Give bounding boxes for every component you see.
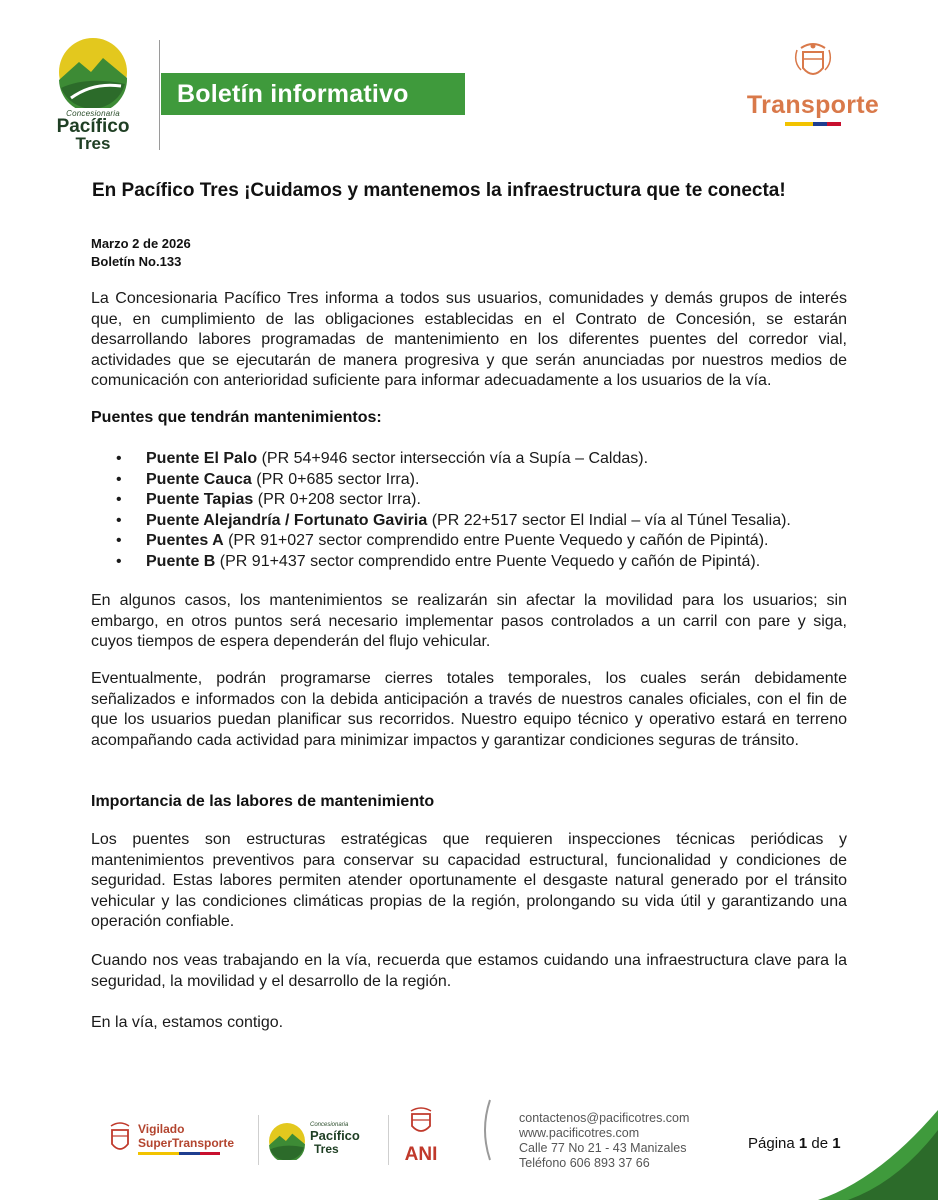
logo-caption: Concesionaria <box>66 109 120 118</box>
closing-line: En la vía, estamos contigo. <box>91 1014 284 1031</box>
ani-label: ANI <box>404 1144 438 1165</box>
document-meta <box>91 235 191 271</box>
importance-heading: Importancia de las labores de mantenimiento <box>91 793 435 810</box>
intro-paragraph: La Concesionaria Pacífico Tres informa a todos sus usuarios, comunidades y demás grupos de interés que, en cumplimiento de las obligaciones establecidas en el Contrato de Concesión, se estarán desarrollando labores programadas de mantenimiento en los diferentes puentes del corredor vial, actividades que se ejecutarán de manera progresiva y que serán anunciadas por nuestros medios de comunicación con anterioridad suficiente para informar adecuadamente a los usuarios de la vía. <box>91 290 847 389</box>
document-title: En Pacífico Tres ¡Cuidamos y mantenemos la infraestructura que te conecta! <box>92 180 786 201</box>
coat-of-arms-icon <box>406 1106 436 1138</box>
closures-paragraph: Eventualmente, podrán programarse cierres totales temporales, los cuales serán debidamente señalizados e informados con la debida anticipación a través de nuestros canales oficiales, con el fin de que los usuarios puedan planificar sus recorridos. Nuestro equipo técnico y operativo estará en terreno acompañando cada actividad para minimizar impactos y garantizar condiciones seguras de tránsito. <box>91 670 847 749</box>
footer-divider <box>388 1115 389 1165</box>
bridges-heading: Puentes que tendrán mantenimientos: <box>91 409 382 426</box>
banner-title: Boletín informativo <box>161 73 465 115</box>
list-item: • Puente Alejandría / Fortunato Gaviria (PR 22+517 sector El Indial – vía al Túnel Tesalia). <box>110 511 850 532</box>
importance-paragraph: Los puentes son estructuras estratégicas que requieren inspecciones técnicas periódicas y mantenimientos preventivos para conservar su capacidad estructural, funcionalidad y condiciones de seguridad. Estas labores permiten atender oportunamente el desgaste natural generado por el tránsito vehicular y las condiciones climáticas propias de la región, prolongando su vida útil y garantizando una operación confiable. <box>91 831 847 930</box>
footer-pacifico-tres-logo: Concesionaria Pacífico Tres <box>268 1122 388 1162</box>
mountain-sun-icon <box>57 36 129 108</box>
list-item: • Puente Cauca (PR 0+685 sector Irra). <box>110 470 850 491</box>
ani-logo <box>398 1106 444 1165</box>
list-item: • Puente B (PR 91+437 sector comprendido entre Puente Vequedo y cañón de Pipintá). <box>110 552 850 573</box>
footer-divider <box>258 1115 259 1165</box>
logo-name-line2: Tres <box>75 134 111 153</box>
page-number: Página 1 de 1 <box>748 1135 841 1152</box>
transporte-label: Transporte <box>746 91 880 119</box>
corner-decoration <box>808 1110 938 1200</box>
coat-of-arms-icon <box>793 40 833 84</box>
logo-name-line1: Pacífico <box>56 116 130 137</box>
contact-website[interactable]: www.pacificotres.com <box>519 1126 640 1140</box>
vigilado-label: Vigilado SuperTransporte <box>138 1122 235 1150</box>
footer-bracket-icon <box>478 1098 492 1162</box>
flag-stripe <box>138 1152 220 1155</box>
vigilado-supertransporte-logo <box>106 1120 256 1160</box>
list-item: • Puente El Palo (PR 54+946 sector intersección vía a Supía – Caldas). <box>110 449 850 470</box>
mountain-sun-icon <box>268 1122 306 1160</box>
transporte-logo <box>738 40 888 126</box>
mobility-paragraph: En algunos casos, los mantenimientos se realizarán sin afectar la movilidad para los usuarios; sin embargo, en otros puntos será necesario implementar pasos controlados a un carril con pare y siga, cuyos tiempos de espera dependerán del flujo vehicular. <box>91 592 847 650</box>
coat-of-arms-icon <box>106 1120 134 1156</box>
bridges-list <box>110 449 850 572</box>
contact-info <box>519 1111 689 1171</box>
header-divider <box>159 40 160 150</box>
bulletin-number: Boletín No.133 <box>91 254 182 269</box>
contact-phone: Teléfono 606 893 37 66 <box>519 1156 650 1170</box>
pacifico-tres-logo <box>52 36 134 154</box>
colombia-flag-stripe <box>785 122 841 126</box>
contact-address: Calle 77 No 21 - 43 Manizales <box>519 1141 687 1155</box>
list-item: • Puentes A (PR 91+027 sector comprendido entre Puente Vequedo y cañón de Pipintá). <box>110 531 850 552</box>
contact-email[interactable]: contactenos@pacificotres.com <box>519 1111 690 1125</box>
list-item: • Puente Tapias (PR 0+208 sector Irra). <box>110 490 850 511</box>
reminder-paragraph: Cuando nos veas trabajando en la vía, recuerda que estamos cuidando una infraestructura clave para la seguridad, la movilidad y el desarrollo de la región. <box>91 952 847 990</box>
document-date: Marzo 2 de 2026 <box>91 236 191 251</box>
